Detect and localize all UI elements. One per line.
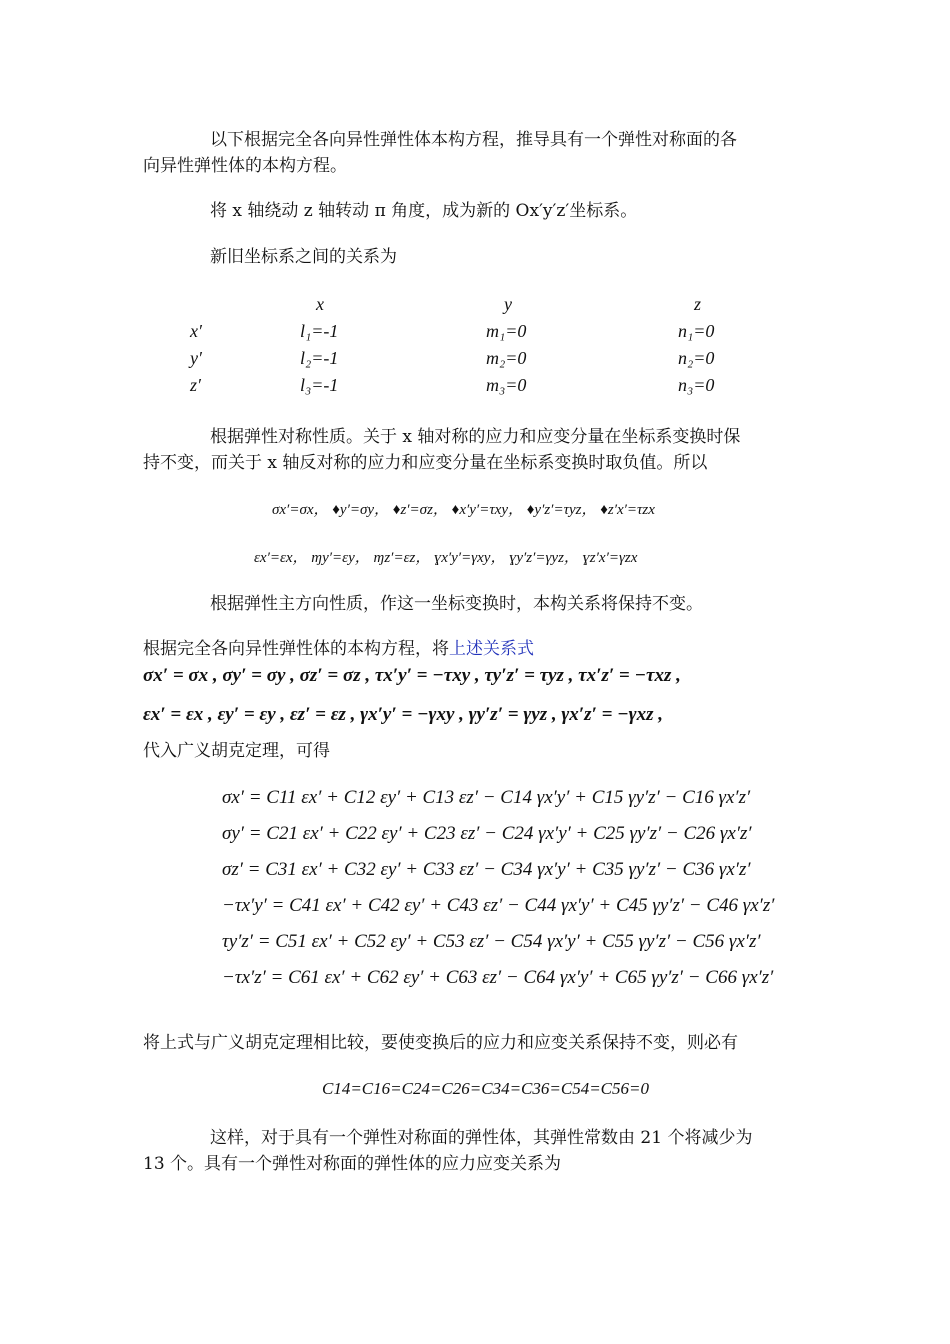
cell-n: n₂=0 [678, 348, 715, 368]
table-header-z: z [694, 294, 702, 314]
rotation-paragraph: 将 x 轴绕动 z 轴转动 π 角度，成为新的 Ox′y′z′坐标系。 [210, 201, 638, 221]
hooke-equation-2: σy′ = C21 εx′ + C22 εy′ + C23 εz′ − C24 γx′y′ + C25 γy′z′ − C26 γx′z′ [222, 823, 752, 844]
hooke-equation-1: σx′ = C11 εx′ + C12 εy′ + C13 εz′ − C14 γx′y′ + C15 γy′z′ − C16 γx′z′ [222, 787, 751, 808]
row-label: y′ [190, 348, 202, 368]
cell-m: m₂=0 [486, 348, 527, 368]
zero-constants-equation: C14=C16=C24=C26=C34=C36=C54=C56=0 [322, 1079, 649, 1098]
table-header-row [140, 294, 840, 321]
principal-direction-paragraph: 根据弹性主方向性质，作这一坐标变换时，本构关系将保持不变。 [210, 594, 703, 614]
row-label: z′ [190, 375, 201, 395]
cell-n: n₁=0 [678, 321, 715, 341]
cell-n: n₃=0 [678, 375, 715, 395]
cell-m: m₁=0 [486, 321, 527, 341]
table-row [140, 348, 840, 375]
stress-relation-row: σx′ = σx , σy′ = σy , σz′ = σz , τx′y′ = −τxy , τy′z′ = τyz , τx′z′ = −τxz , [143, 665, 681, 686]
substitute-prefix-text: 根据完全各向异性弹性体的本构方程，将 [143, 639, 449, 659]
hooke-equation-4: −τx′y′ = C41 εx′ + C42 εy′ + C43 εz′ − C44 γx′y′ + C45 γy′z′ − C46 γx′z′ [222, 895, 775, 916]
intro-paragraph-line1: 以下根据完全各向异性弹性体本构方程，推导具有一个弹性对称面的各 [210, 130, 737, 150]
comparison-paragraph: 将上式与广义胡克定理相比较，要使变换后的应力和应变关系保持不变，则必有 [143, 1033, 738, 1053]
cell-l: l₃=-1 [300, 375, 339, 395]
stress-invariance-equation: σx′=σx， ♦y′=σy， ♦z′=σz， ♦x′y′=τxy， ♦y′z′=τyz， ♦z′x′=τzx [272, 502, 655, 518]
strain-relation-row: εx′ = εx , εy′ = εy , εz′ = εz , γx′y′ = −γxy , γy′z′ = γyz , γx′z′ = −γxz , [143, 704, 663, 725]
relation-link[interactable]: 上述关系式 [449, 639, 534, 659]
cell-m: m₃=0 [486, 375, 527, 395]
cell-l: l₂=-1 [300, 348, 339, 368]
table-row [140, 375, 840, 402]
hooke-equation-6: −τx′z′ = C61 εx′ + C62 εy′ + C63 εz′ − C64 γx′y′ + C65 γy′z′ − C66 γx′z′ [222, 967, 774, 988]
hooke-equation-3: σz′ = C31 εx′ + C32 εy′ + C33 εz′ − C34 γx′y′ + C35 γy′z′ − C36 γx′z′ [222, 859, 751, 880]
table-header-x: x [316, 294, 324, 314]
strain-invariance-equation: εx′=εx， ɱy′=εy， ɱz′=εz， ɣx′y′=γxy， ɣy′z′=γyz， ɣz′x′=γzx [254, 550, 638, 566]
conclusion-paragraph-line2: 13 个。具有一个弹性对称面的弹性体的应力应变关系为 [143, 1154, 562, 1174]
table-row [140, 321, 840, 348]
substitute-paragraph [143, 636, 534, 662]
hooke-equation-5: τy′z′ = C51 εx′ + C52 εy′ + C53 εz′ − C54 γx′y′ + C55 γy′z′ − C56 γx′z′ [222, 931, 761, 952]
relation-heading: 新旧坐标系之间的关系为 [210, 247, 397, 267]
symmetry-paragraph-line1: 根据弹性对称性质。关于 x 轴对称的应力和应变分量在坐标系变换时保 [210, 427, 741, 447]
direction-cosine-table [140, 294, 840, 402]
intro-paragraph-line2: 向异性弹性体的本构方程。 [143, 156, 347, 176]
cell-l: l₁=-1 [300, 321, 339, 341]
conclusion-paragraph-line1: 这样，对于具有一个弹性对称面的弹性体，其弹性常数由 21 个将减少为 [210, 1128, 753, 1148]
symmetry-paragraph-line2: 持不变，而关于 x 轴反对称的应力和应变分量在坐标系变换时取负值。所以 [143, 453, 708, 473]
table-header-y: y [504, 294, 512, 314]
substitute-suffix: 代入广义胡克定理，可得 [143, 741, 330, 761]
row-label: x′ [190, 321, 202, 341]
